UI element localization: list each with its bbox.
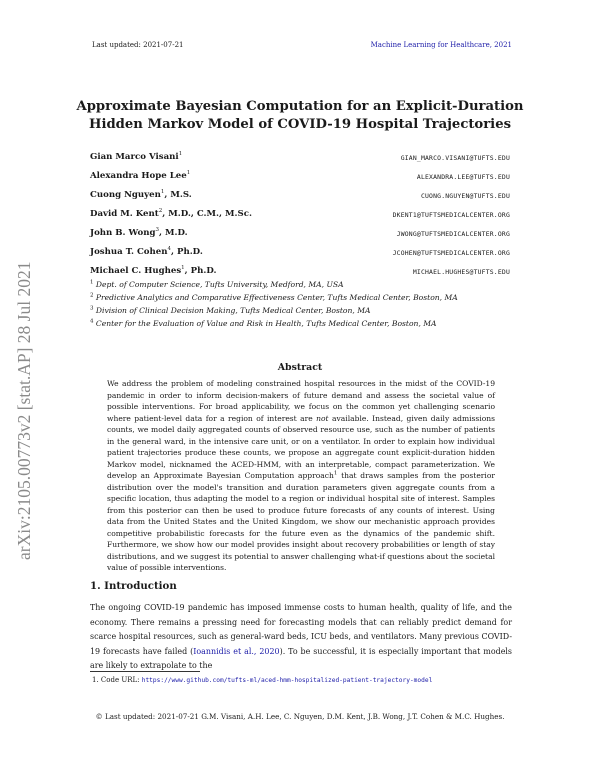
running-header-venue: Machine Learning for Healthcare, 2021 [370,41,512,49]
author-row [90,266,510,280]
author-row [90,247,510,261]
author-email[interactable]: JWONG@TUFTSMEDICALCENTER.ORG [396,230,510,238]
affiliation: $^4$ Center for the Evaluation of Value and Risk in Health, Tufts Medical Center, Boston, MA [90,318,437,328]
author-row [90,152,510,166]
author-name: Gian Marco Visani$^1$ [90,151,183,162]
affiliation: $^1$ Dept. of Computer Science, Tufts University, Medford, MA, USA [90,279,344,289]
author-email[interactable]: MICHAEL.HUGHES@TUFTS.EDU [412,268,510,276]
author-email[interactable]: CUONG.NGUYEN@TUFTS.EDU [420,192,510,200]
abstract-heading: Abstract [277,362,323,373]
author-email[interactable]: ALEXANDRA.LEE@TUFTS.EDU [416,173,510,181]
footnote: 1. Code URL: https://www.github.com/tufts-ml/aced-hmm-hospitalized-patient-trajectory-model [92,676,433,684]
affiliation: $^3$ Division of Clinical Decision Making, Tufts Medical Center, Boston, MA [90,305,371,315]
arxiv-stamp [8,215,40,565]
abstract-body: We address the problem of modeling constrained hospital resources in the midst of the COVID-19 pandemic in order to inform decision-makers of future demand and assess the societal value of possible interventions. For broad applicability, we focus on the common yet challenging scenario where patient-level data for a region of interest are not available. Instead, given daily admissions counts, we model daily aggregated counts of observed resource use, such as the number of patients in the general ward, in the intensive care unit, or on a ventilator. In order to explain how individual patient trajectories produce these counts, we propose an aggregate count explicit-duration hidden Markov model, nicknamed the ACED-HMM, with an interpretable, compact parameterization. We develop an Approximate Bayesian Computation approach$^1$ that draws samples from the posterior distribution over the model's transition and duration parameters given aggregate counts from a specific location, thus adapting the model to a region or individual hospital site of interest. Samples from this posterior can then be used to produce future forecasts of any counts of interest. Using data from the United States and the United Kingdom, we show our mechanistic approach provides competitive probabilistic forecasts for the future even as the dynamics of the pandemic shift. Furthermore, we show how our model provides insight about recovery probabilities or length of stay distributions, and we suggest its potential to answer challenging what-if questions about the societal value of possible interventions. [107,379,495,572]
introduction-body: The ongoing COVID-19 pandemic has imposed immense costs to human health, quality of life, and the economy. There remains a pressing need for forecasting models that can reliably predict demand for scarce hospital resources, such as general-ward beds, ICU beds, and ventilators. Many previous COVID-19 forecasts have failed (Ioannidis et al., 2020). To be successful, it is especially important that models are likely to extrapolate to the [90,603,512,671]
affiliation: $^2$ Predictive Analytics and Comparative Effectiveness Center, Tufts Medical Center, Boston, MA [90,292,458,302]
author-name: Alexandra Hope Lee$^1$ [90,170,191,181]
citation-link[interactable]: Ioannidis et al., 2020 [193,646,280,656]
title-line-2: Hidden Markov Model of COVID-19 Hospital Trajectories [88,117,512,132]
author-name: Cuong Nguyen$^1$, M.S. [90,189,192,200]
code-url-link[interactable]: https://www.github.com/tufts-ml/aced-hmm-hospitalized-patient-trajectory-model [141,677,433,684]
author-name: David M. Kent$^2$, M.D., C.M., M.Sc. [90,208,252,219]
arxiv-id: arXiv:2105.00773v2 [stat.AP] 28 Jul 2021 [14,261,34,560]
author-row [90,190,510,204]
page-footer: © Last updated: 2021-07-21 G.M. Visani, A.H. Lee, C. Nguyen, D.M. Kent, J.B. Wong, J.T. Cohen & M.C. Hughes. [95,712,505,721]
footnote-marker[interactable]: 1 [333,470,338,477]
author-row [90,171,510,185]
title-line-1: Approximate Bayesian Computation for an Explicit-Duration [76,99,524,114]
footnote-rule [90,671,200,672]
author-name: Joshua T. Cohen$^4$, Ph.D. [90,246,203,257]
author-row [90,209,510,223]
author-email[interactable]: DKENT1@TUFTSMEDICALCENTER.ORG [392,211,510,219]
author-email[interactable]: JCOHEN@TUFTSMEDICALCENTER.ORG [392,249,510,257]
paper-title [60,98,540,134]
section-heading-introduction: 1. Introduction [90,580,177,592]
author-name: John B. Wong$^3$, M.D. [90,227,188,238]
running-header-date: Last updated: 2021-07-21 [92,41,184,49]
author-row [90,228,510,242]
author-email[interactable]: GIAN_MARCO.VISANI@TUFTS.EDU [400,154,510,162]
author-name: Michael C. Hughes$^1$, Ph.D. [90,265,217,276]
